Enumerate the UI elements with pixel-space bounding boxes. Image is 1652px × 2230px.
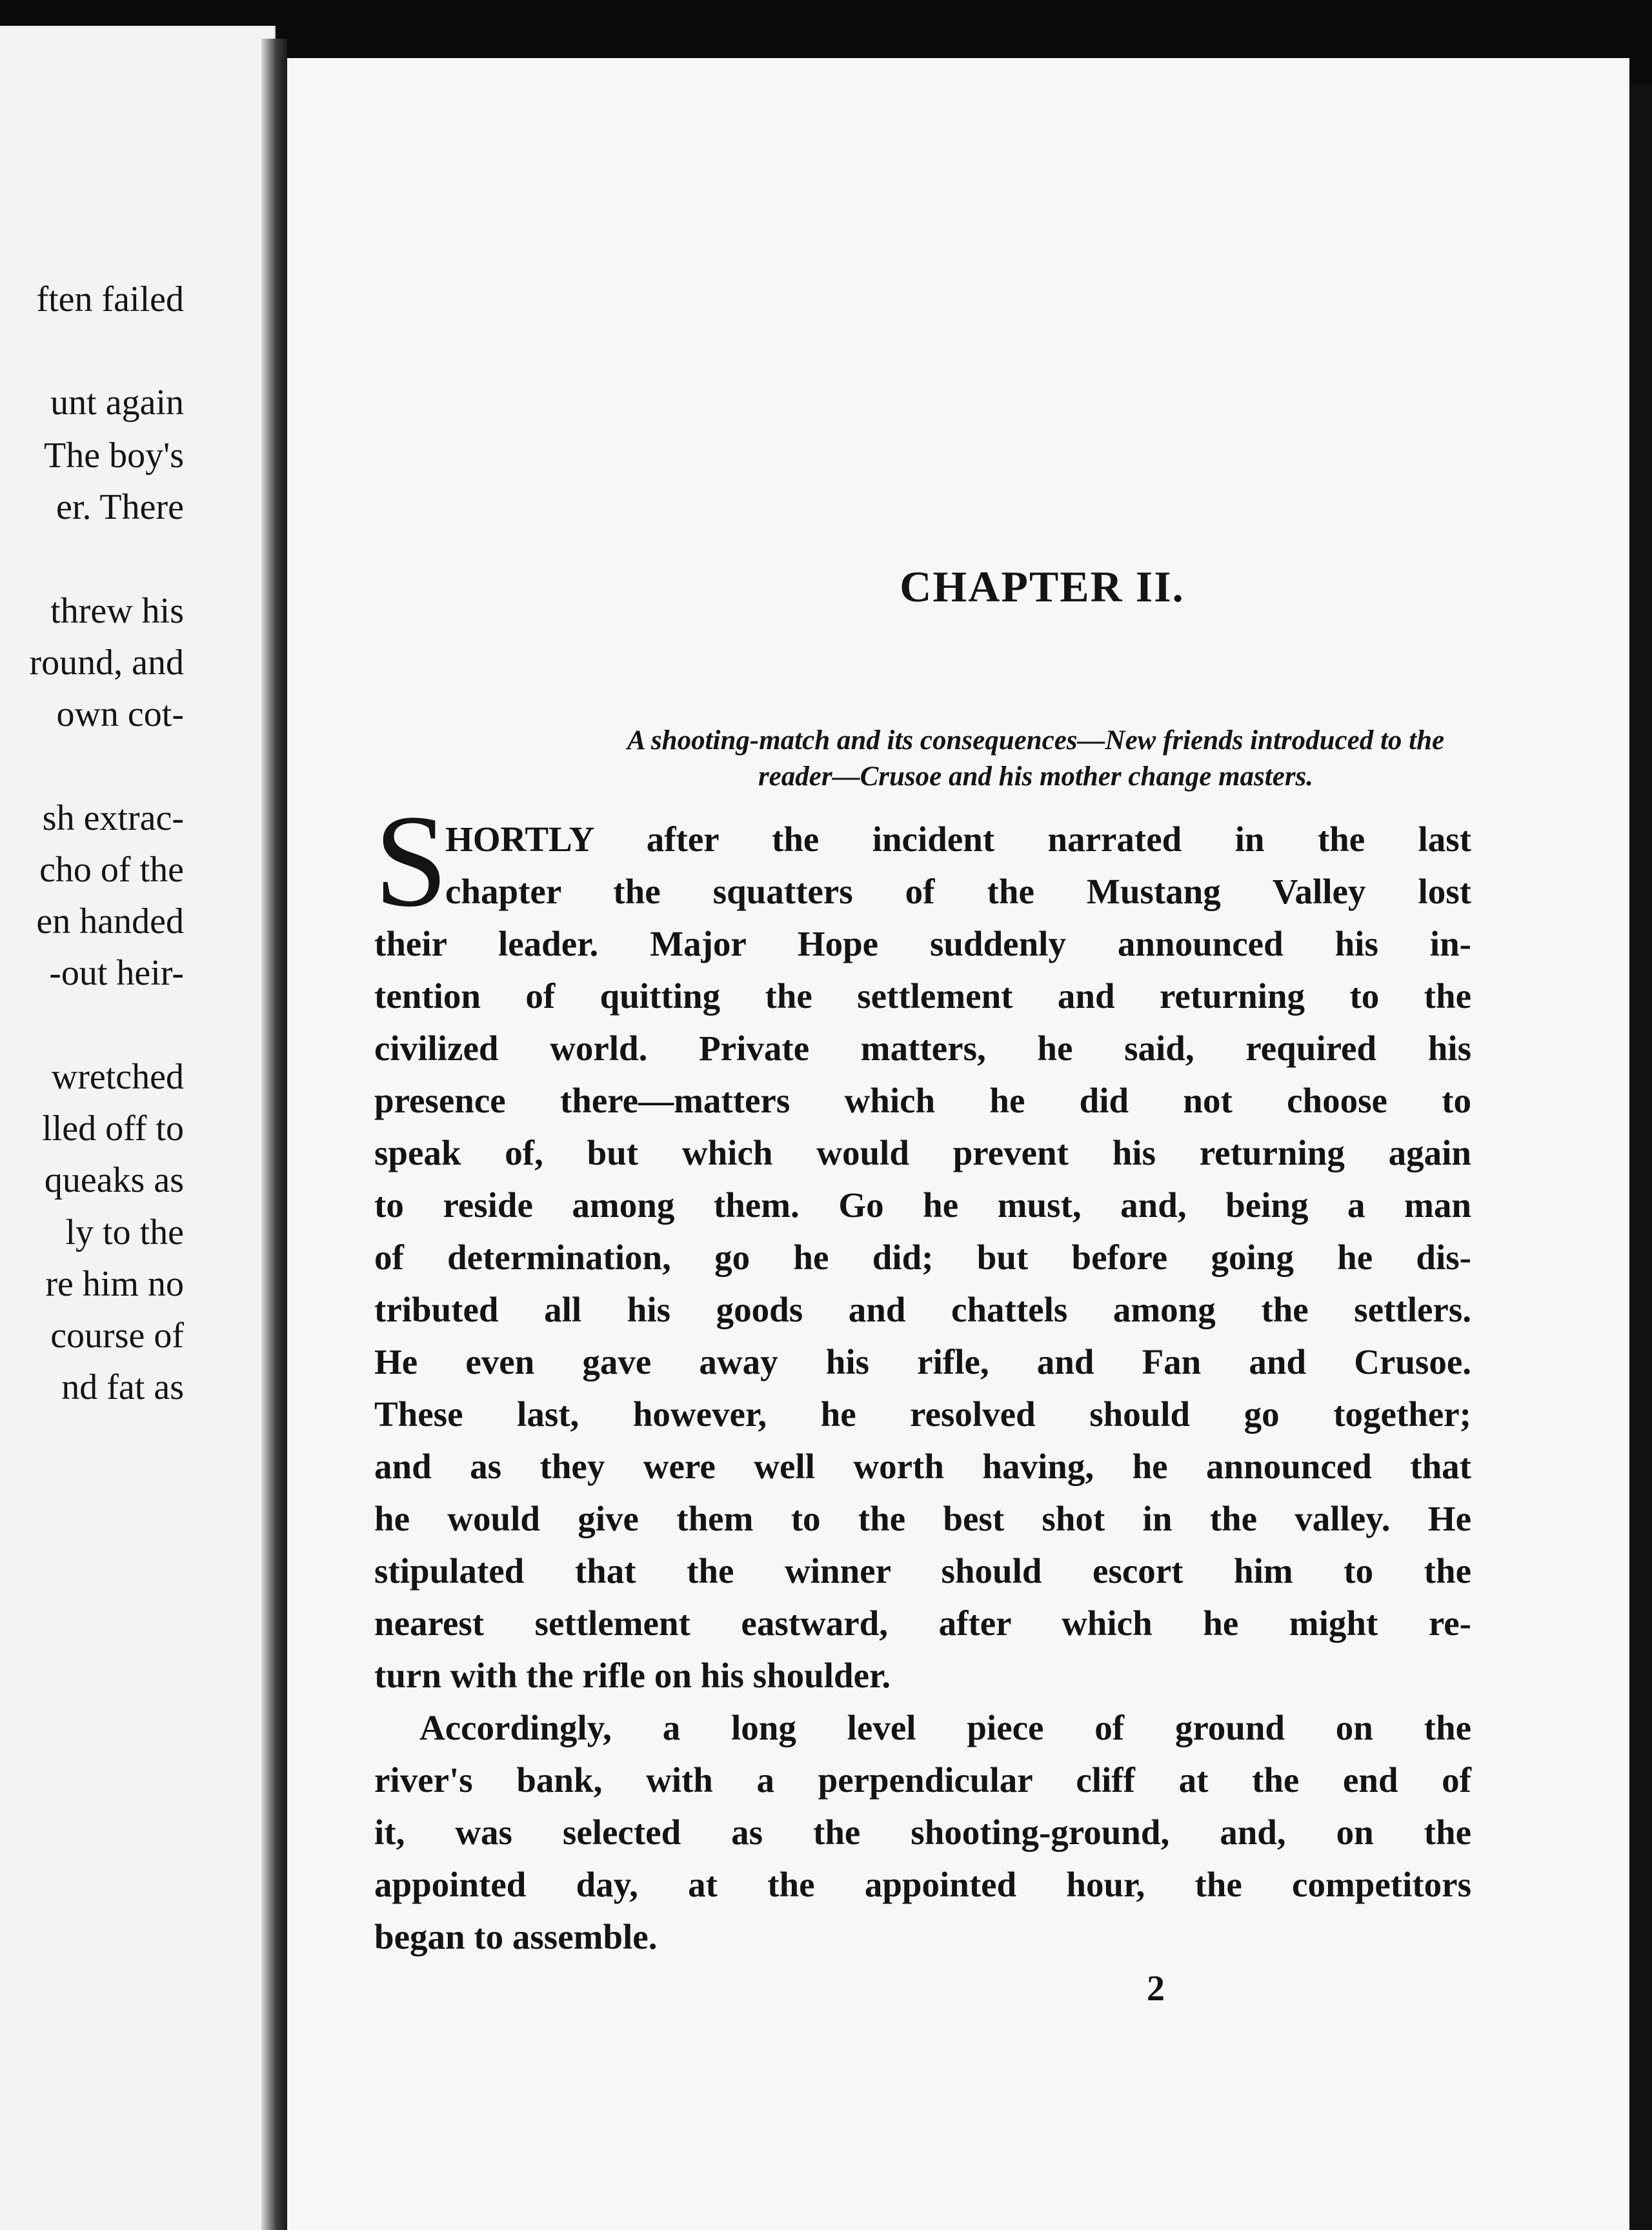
scan-right-edge [1629, 84, 1652, 2230]
body-line: river's bank, with a perpendicular cliff at the end of [374, 1760, 1471, 1800]
body-line: Accordingly, a long level piece of ground on the [419, 1708, 1471, 1747]
left-line: lled off to [42, 1109, 184, 1149]
body-line: of determination, go he did; but before going he dis- [374, 1238, 1471, 1277]
body-line: presence there—matters which he did not choose to [374, 1081, 1471, 1120]
left-line: course of [50, 1316, 184, 1356]
right-page [287, 58, 1629, 2230]
body-line: their leader. Major Hope suddenly announced his in- [374, 924, 1471, 963]
chapter-synopsis [436, 723, 1636, 795]
drop-cap: S [374, 788, 448, 934]
body-line: began to assemble. [374, 1917, 658, 1956]
body-line: he would give them to the best shot in the valley. He [374, 1499, 1471, 1538]
body-line: These last, however, he resolved should go together; [374, 1394, 1471, 1434]
body-line: speak of, but which would prevent his returning again [374, 1133, 1471, 1172]
body-line: HORTLY after the incident narrated in the last [445, 819, 1471, 859]
body-line: He even gave away his rifle, and Fan and Crusoe. [374, 1342, 1471, 1381]
left-line: er. There [56, 487, 184, 527]
body-line: it, was selected as the shooting-ground, and, on the [374, 1813, 1471, 1852]
body-line: tributed all his goods and chattels among the settlers. [374, 1290, 1471, 1329]
body-line: stipulated that the winner should escort him to the [374, 1551, 1471, 1591]
left-line: -out heir- [49, 953, 184, 993]
body-line: and as they were well worth having, he announced that [374, 1447, 1471, 1486]
left-line: cho of the [39, 850, 184, 890]
left-line: own cot- [56, 694, 184, 734]
body-line: nearest settlement eastward, after which he might re- [374, 1603, 1471, 1643]
left-line: re him no [45, 1264, 184, 1304]
left-line: wretched [51, 1057, 184, 1097]
body-line: appointed day, at the appointed hour, the competitors [374, 1865, 1471, 1904]
left-line: nd fat as [61, 1367, 184, 1407]
left-line: unt again [50, 383, 184, 423]
chapter-body [374, 788, 1471, 1963]
body-line: chapter the squatters of the Mustang Valley lost [445, 872, 1471, 911]
body-line: to reside among them. Go he must, and, being a man [374, 1185, 1471, 1225]
chapter-title: CHAPTER II. [900, 562, 1185, 611]
book-gutter-shadow [261, 39, 287, 2230]
body-line: turn with the rifle on his shoulder. [374, 1656, 891, 1695]
left-line: round, and [29, 643, 184, 683]
left-line: ly to the [65, 1212, 184, 1252]
body-line: civilized world. Private matters, he said, required his [374, 1029, 1471, 1068]
left-line: The boy's [44, 436, 184, 476]
page-number: 2 [1147, 1969, 1165, 2009]
left-facing-page [0, 26, 276, 2230]
left-line: en handed [36, 901, 184, 941]
synopsis-line: A shooting-match and its consequences—New friends introduced to the [627, 725, 1445, 756]
left-line: threw his [50, 591, 184, 631]
left-line: sh extrac- [42, 798, 184, 838]
left-line: ften failed [36, 279, 184, 319]
body-line: tention of quitting the settlement and returning to the [374, 976, 1471, 1016]
synopsis-line: reader—Crusoe and his mother change masters. [758, 761, 1314, 792]
left-line: queaks as [44, 1160, 184, 1200]
